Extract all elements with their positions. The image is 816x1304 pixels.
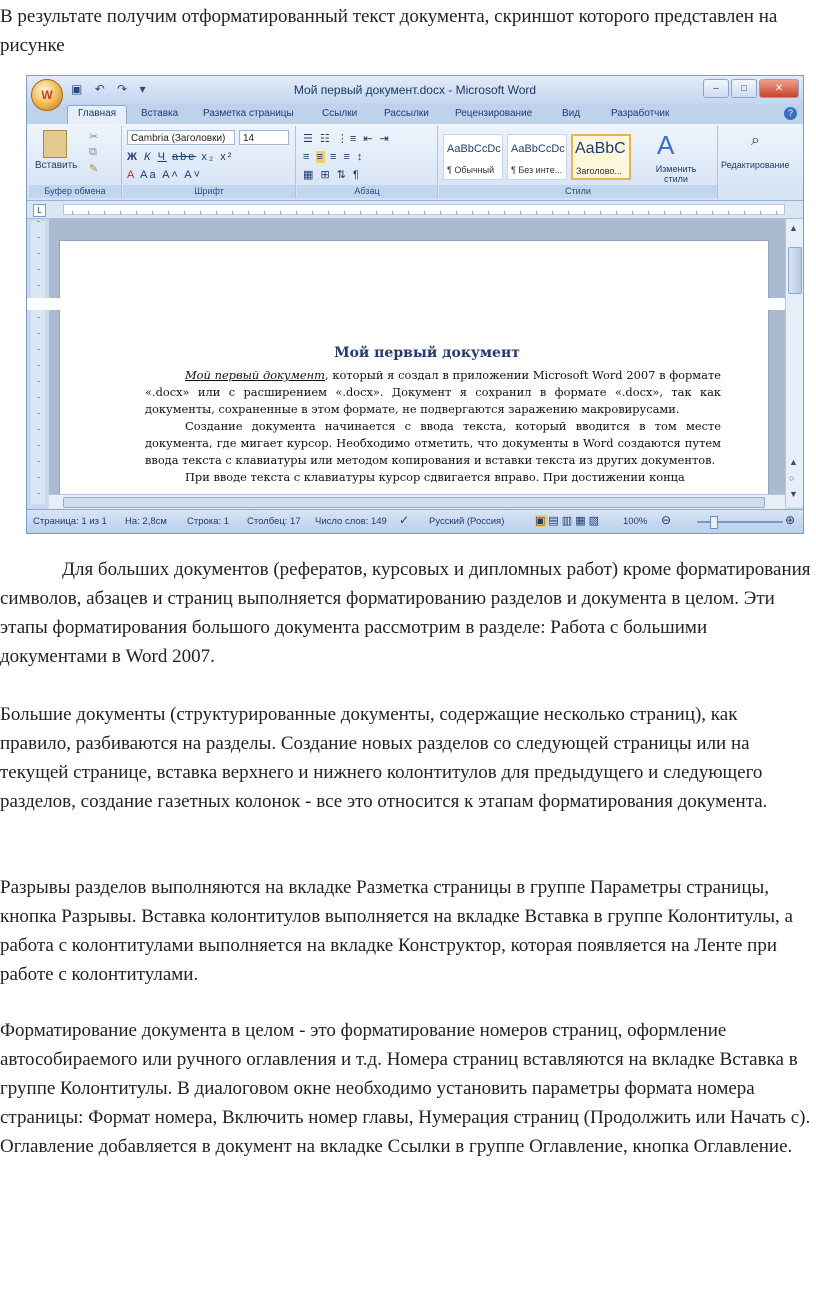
proofing-icon[interactable]: ✓ [399,513,410,527]
document-p1-rest: , который я создал в приложении Microsoft Word 2007 в формате «.docx» или с расширением «.docx». Документ я сохранил в формате «.docx», так как документы, сохраненные в этом формате, не подвергаются заражению макровирусами. [145,368,721,416]
next-page-icon[interactable]: ▼ [789,489,798,499]
group-clipboard [29,126,122,198]
document-paragraph [145,367,721,418]
status-zoom[interactable]: 100% [623,516,648,527]
editing-button[interactable]: Редактирование [721,160,790,170]
group-font [123,126,296,198]
document-body[interactable] [145,367,721,486]
tab-mailings[interactable]: Рассылки [384,108,429,119]
style-normal-sample: AaBbCcDc [447,143,501,155]
browse-object-icon[interactable]: ○ [789,473,795,483]
minimize-button[interactable]: – [703,79,729,98]
prev-page-icon[interactable]: ▲ [789,457,798,467]
view-buttons[interactable]: ▣▤▥▦▧ [535,515,602,527]
style-no-spacing-name: ¶ Без инте... [511,165,563,175]
body-paragraph: Для больших документов (рефератов, курсовых и дипломных работ) кроме форматирования символов, абзацев и страниц выполняется форматированию разделов и документа в целом. Эти этапы форматирования большого документа рассмотрим в разделе: Работа с большими документами в Word 2007. [0,559,811,667]
title-bar [27,76,803,104]
scroll-thumb[interactable] [788,247,802,294]
window-title: Мой первый документ.docx - Microsoft Word [293,83,537,97]
format-painter-icon[interactable]: ✎ [89,163,99,175]
ribbon-tabs [27,104,803,124]
paste-icon [43,130,67,158]
close-button[interactable]: ✕ [759,79,799,98]
style-heading-name: Заголово... [576,166,622,176]
font-group-label: Шрифт [123,185,295,198]
vertical-scrollbar[interactable] [785,219,803,507]
styles-group-label: Стили [439,185,717,198]
status-page[interactable]: Страница: 1 из 1 [33,516,107,527]
document-paragraph: Создание документа начинается с ввода текста, который вводится в том месте документа, где мигает курсор. Необходимо отметить, что документы в Word создаются путем ввода текста с клавиатуры или методом копирования и вставки текста из других документов. [145,419,721,467]
font-format-buttons[interactable]: Ж К Ч abe x₂ x² [127,151,234,163]
list-buttons[interactable]: ☰ ☷ ⋮≡ ⇤ ⇥ [303,133,391,145]
paste-button[interactable]: Вставить [35,160,78,171]
change-styles-button[interactable]: Изменить стили [655,164,697,184]
redo-icon[interactable]: ↷ [117,82,128,96]
tab-references[interactable]: Ссылки [322,108,358,119]
body-paragraph: Разрывы разделов выполняются на вкладке Разметка страницы в группе Параметры страницы, кнопка Разрывы. Вставка колонтитулов выполняется на вкладке Вставка в группе Колонтитулы, а работа с колонтитулами выполняется на вкладке Конструктор, которая появляется на Ленте при работе с колонтитулами. [0,877,793,985]
horizontal-ruler[interactable] [27,201,803,219]
body-paragraph: Большие документы (структурированные документы, содержащие несколько страниц), как правило, разбиваются на разделы. Создание новых разделов со следующей страницы или на текущей странице, вставка верхнего и нижнего колонтитулов для предыдущего и следующего разделов, создание газетных колонок - все это относится к этапам форматирования документа. [0,704,768,812]
office-logo-icon[interactable]: W [31,79,63,111]
vertical-ruler [31,221,45,504]
style-normal[interactable] [443,134,503,180]
tab-developer[interactable]: Разработчик [611,108,670,119]
zoom-slider-knob[interactable] [710,516,718,529]
shading-buttons[interactable]: ▦ ⊞ ⇅ ¶ [303,169,361,181]
style-heading[interactable] [571,134,631,180]
status-position[interactable]: На: 2,8см [125,516,167,527]
scroll-up-icon[interactable]: ▲ [789,223,798,233]
tab-review[interactable]: Рецензирование [455,108,533,119]
tab-home[interactable]: Главная [67,105,127,124]
status-language[interactable]: Русский (Россия) [429,516,505,527]
group-editing [719,126,801,198]
tab-stop-selector[interactable]: L [33,204,46,217]
document-lead: Мой первый документ [185,368,325,382]
word-screenshot [26,75,804,534]
paragraph-group-label: Абзац [297,185,437,198]
body-paragraph: Форматирование документа в целом - это форматирование номеров страниц, оформление автособираемого или ручного оглавления и т.д. Номера страниц вставляются на вкладке Вставка в группе Колонтитулы. В диалоговом окне необходимо установить параметры формата номера страницы: Формат номера, Включить номер главы, Нумерация страниц (Продолжить или Начать с). Оглавление добавляется в документ на вкладке Ссылки в группе Оглавление, кнопка Оглавление. [0,1020,811,1157]
document-paragraph: При вводе текста с клавиатуры курсор сдвигается вправо. При достижении конца [185,470,685,484]
intro-paragraph: В результате получим отформатированный текст документа, скриншот которого представлен на рисунке [0,6,778,56]
maximize-button[interactable]: □ [731,79,757,98]
copy-icon[interactable]: ⧉ [89,146,97,158]
zoom-out-icon[interactable]: ⊖ [661,513,672,527]
tab-page-layout[interactable]: Разметка страницы [203,108,294,119]
status-bar [27,509,803,534]
style-normal-name: ¶ Обычный [447,165,495,175]
document-title: Мой первый документ [334,345,520,361]
status-column[interactable]: Столбец: 17 [247,516,301,527]
help-icon[interactable]: ? [784,107,797,120]
font-color-buttons[interactable]: A Aa A˄ A˅ [127,169,203,181]
tab-view[interactable]: Вид [562,108,581,119]
font-size-box[interactable]: 14 [239,130,289,145]
align-buttons[interactable]: ≡ ≡ ≡ ≡ ↕ [303,151,365,163]
save-icon[interactable]: ▣ [71,82,83,96]
ribbon [27,124,803,201]
screenshot-cut-gap [27,298,803,310]
binoculars-icon: ⌕ [751,132,760,149]
undo-icon[interactable]: ↶ [94,82,105,96]
change-styles-icon: A [657,130,675,160]
font-name-box[interactable]: Cambria (Заголовки) [127,130,235,145]
style-no-spacing[interactable] [507,134,567,180]
clipboard-group-label: Буфер обмена [29,185,121,198]
style-heading-sample: AaBbC [575,140,626,157]
status-line[interactable]: Строка: 1 [187,516,229,527]
group-styles [439,126,718,198]
style-no-spacing-sample: AaBbCcDc [511,143,565,155]
horizontal-scrollbar[interactable] [49,494,785,509]
window-controls [703,79,799,98]
tab-insert[interactable]: Вставка [141,108,179,119]
zoom-in-icon[interactable]: ⊕ [785,513,796,527]
group-paragraph [297,126,438,198]
cut-icon[interactable]: ✂ [89,131,99,143]
status-words[interactable]: Число слов: 149 [315,516,387,527]
customize-qat-icon[interactable]: ▾ [139,82,146,96]
